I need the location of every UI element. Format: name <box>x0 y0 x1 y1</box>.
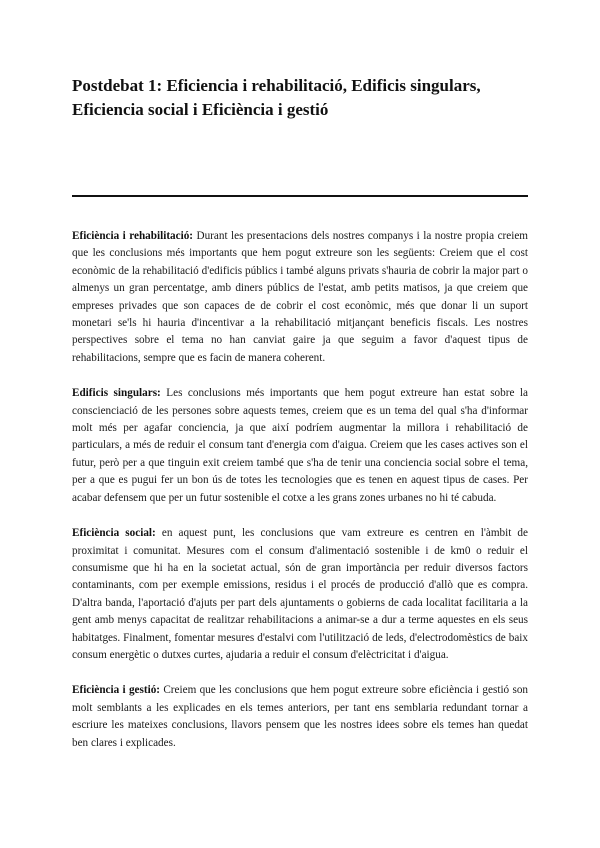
section-text: Durant les presentacions dels nostres companys i la nostre propia creiem que les conclusions més importants que hem pogut extreure son les següents: Creiem que el cost econòmic de la rehabilitació d'edificis públics i també alguns privats s'hauria de cobrir la major part o almenys un gran percentatge, amb diners públics de l'estat, amb petits matisos, ja que creiem que empreses privades que son capaces de de cobrir el cost econòmic, més que donar li un suport monetari se'ls hi hauria d'incentivar a la rehabilitació mitjançant beneficis fiscals. Les nostres perspectives sobre el tema no han canviat gaire ja que seguim a favor d'aquest tipus de rehabilitacions, sempre que es facin de manera coherent. <box>72 230 528 364</box>
title-divider <box>72 195 528 197</box>
section-label: Eficiència i rehabilitació: <box>72 230 194 242</box>
document-title: Postdebat 1: Eficiencia i rehabilitació, Edificis singulars, Eficiencia social i Eficiència i gestió <box>72 76 481 119</box>
section-text: Les conclusions més importants que hem pogut extreure han estat sobre la conscienciació de les persones sobre aquests temes, creiem que es un tema del qual s'ha d'informar molt més per agafar conciencia, ja que així podríem augmentar la millora i rehabilitació de particulars, a més de reduir el consum tant d'energia com d'aigua. Creiem que les cases actives son el futur, però per a que tinguin exit creiem també que s'ha de tenir una conciencia social sobre el tema, per a que es pugui fer un bon ús de totes les tecnologies que es tenen en aquest tipus de cases. Per acabar defensem que per un futur sostenible el cotxe a les grans zones urbanes no hi té cabuda. <box>72 387 528 504</box>
section-eficiencia-social <box>72 525 528 664</box>
section-eficiencia-rehabilitacio <box>72 228 528 367</box>
section-label: Eficiència i gestió: <box>72 684 161 697</box>
section-text: Creiem que les conclusions que hem pogut extreure sobre eficiència i gestió son molt semblants a les explicades en els temes anteriors, per tant ens semblaria redundant tornar a escriure les mateixes conclusions, llavors pensem que les nostres idees sobre els temes han quedat ben clares i explicades. <box>72 684 529 749</box>
document-body <box>72 228 528 770</box>
section-label: Eficiència social: <box>72 527 156 540</box>
section-text: en aquest punt, les conclusions que vam extreure es centren en l'àmbit de proximitat i comunitat. Mesures com el consum d'alimentació sostenible i de km0 o reduir el consumisme que hi ha en la societat actual, són de gran importància per reduir diversos factors contaminants, com per exemple emissions, residus i el procés de producció d'allò que es compra. D'altra banda, l'aportació d'ajuts per part dels ajuntaments o gobierns de cada localitat facilitaria a la gent amb menys capacitat de realitzar rehabilitacions a animar-se a dur a terme aquestes en els seus habitatges. Finalment, fomentar mesures d'estalvi com l'utilització de leds, d'electrodomèstics de baix consum energètic o dutxes curtes, ajudaria a reduir el consum d'elèctricitat i d'aigua. <box>72 527 528 661</box>
section-label: Edificis singulars: <box>72 387 161 400</box>
section-edificis-singulars <box>72 385 528 507</box>
section-eficiencia-gestio <box>72 682 528 752</box>
